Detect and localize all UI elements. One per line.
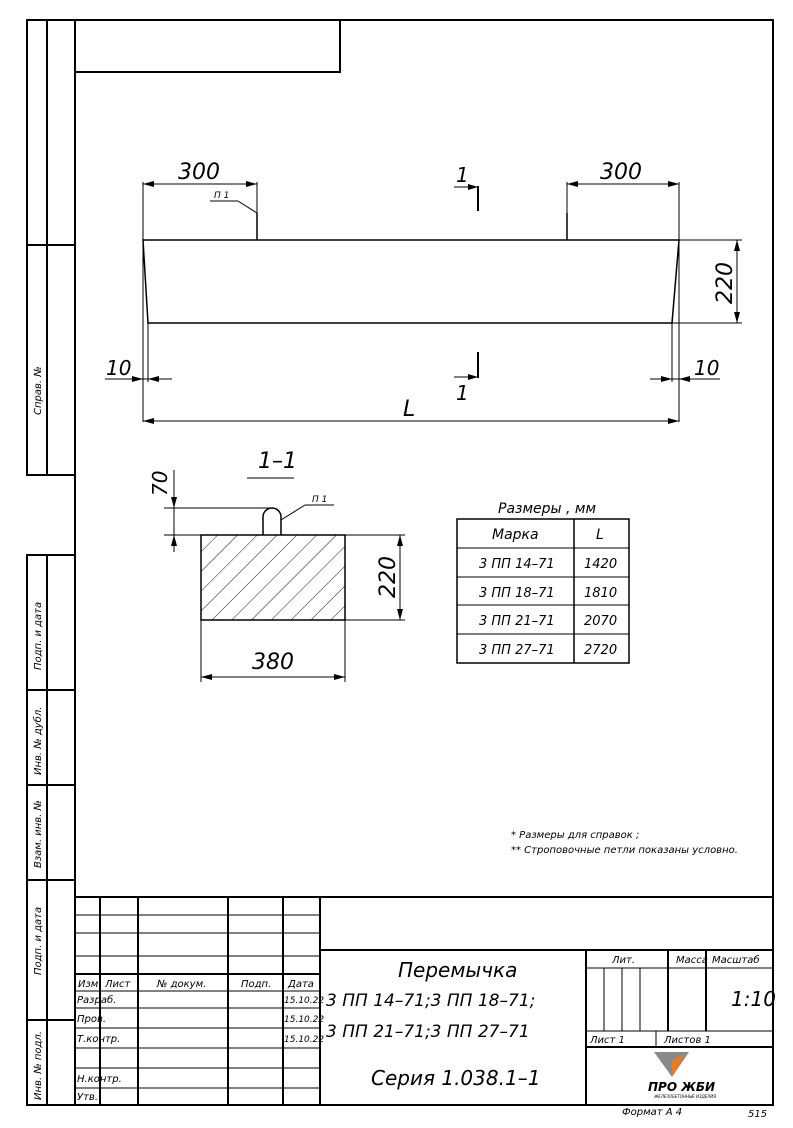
note-1: * Размеры для справок ; (511, 830, 640, 841)
page-number: 515 (748, 1109, 768, 1120)
row-razrab: Разраб. (77, 995, 117, 1006)
vzam-inv-label: Взам. инв. № (33, 800, 44, 868)
marks-line-1: 3 ПП 14–71;3 ПП 18–71; (326, 991, 536, 1011)
sheet-label: Лист 1 (590, 1035, 625, 1046)
dim-10-left: 10 (106, 356, 132, 380)
col-list: Лист (105, 979, 131, 990)
table-row-3-mark: 3 ПП 21–71 (479, 614, 555, 629)
cut-label-top: 1 (456, 163, 469, 187)
dim-section-220: 220 (376, 556, 401, 598)
inv-podl-label: Инв. № подл. (33, 1031, 44, 1100)
notes (511, 830, 738, 856)
date-tkontr: 15.10.22 (284, 1035, 325, 1045)
dim-10-right: 10 (694, 356, 720, 380)
section-title: 1–1 (258, 449, 297, 474)
section-loop (263, 508, 281, 535)
lit-label: Лит. (612, 955, 636, 966)
side-stamp-upper (47, 20, 75, 475)
row-nkontr: Н.контр. (77, 1074, 122, 1085)
side-stamp-labels (32, 366, 44, 1100)
row-utv: Утв. (77, 1092, 98, 1103)
table-row-2-mark: 3 ПП 18–71 (479, 586, 555, 601)
note-2: ** Строповочные петли показаны условно. (511, 845, 738, 856)
dim-300-left: 300 (178, 160, 220, 185)
logo (648, 1052, 716, 1099)
section-loop-label: П 1 (312, 495, 328, 505)
sheets-label: Листов 1 (664, 1035, 711, 1046)
table-row-1-L: 1420 (584, 557, 618, 572)
col-data: Дата (288, 979, 314, 990)
cut-label-bottom: 1 (456, 381, 469, 405)
col-podp: Подп. (241, 979, 272, 990)
table-row-3-L: 2070 (584, 614, 618, 629)
dim-70: 70 (148, 470, 172, 496)
table-header-L: L (596, 527, 604, 543)
loop-label-top: П 1 (214, 191, 230, 201)
logo-text: ПРО ЖБИ (648, 1080, 716, 1094)
lintel-outline (143, 240, 679, 323)
dim-220: 220 (713, 262, 738, 304)
row-prov: Пров. (77, 1014, 107, 1025)
logo-subtext: ЖЕЛЕЗОБЕТОННЫЕ ИЗДЕЛИЯ (654, 1094, 717, 1099)
product-name: Перемычка (398, 958, 518, 982)
series-label: Серия 1.038.1–1 (371, 1066, 541, 1090)
col-izm: Изм. (78, 979, 102, 990)
row-tkontr: Т.контр. (77, 1034, 121, 1045)
table-row-4-mark: 3 ПП 27–71 (479, 643, 555, 658)
table-header-mark: Марка (492, 527, 539, 543)
dim-L: L (403, 397, 416, 422)
col-dokum: № докум. (157, 979, 207, 990)
lintel-elevation (105, 160, 742, 424)
podp-data-label-2: Подп. и дата (33, 906, 44, 975)
dim-300-right: 300 (600, 160, 642, 185)
format-label: Формат А 4 (622, 1107, 683, 1118)
scale-label: Масштаб (712, 955, 760, 966)
mass-label: Масса (676, 955, 708, 966)
dim-380: 380 (252, 650, 294, 675)
table-row-4-L: 2720 (584, 643, 618, 658)
date-razrab: 15.10.22 (284, 996, 325, 1006)
inv-dubl-label: Инв. № дубл. (33, 706, 44, 775)
sizes-table-title: Размеры , мм (498, 501, 597, 517)
section-1-1 (148, 449, 405, 682)
top-stamp-box (75, 20, 340, 72)
date-prov: 15.10.22 (284, 1015, 325, 1025)
table-row-2-L: 1810 (584, 586, 618, 601)
sprav-label: Справ. № (33, 366, 44, 415)
table-row-1-mark: 3 ПП 14–71 (479, 557, 555, 572)
sizes-table (457, 501, 629, 663)
title-block (75, 897, 776, 1105)
podp-data-label-1: Подп. и дата (33, 601, 44, 670)
scale-value: 1:10 (731, 987, 776, 1011)
section-hatched-body (201, 535, 345, 620)
marks-line-2: 3 ПП 21–71;3 ПП 27–71 (326, 1022, 530, 1042)
